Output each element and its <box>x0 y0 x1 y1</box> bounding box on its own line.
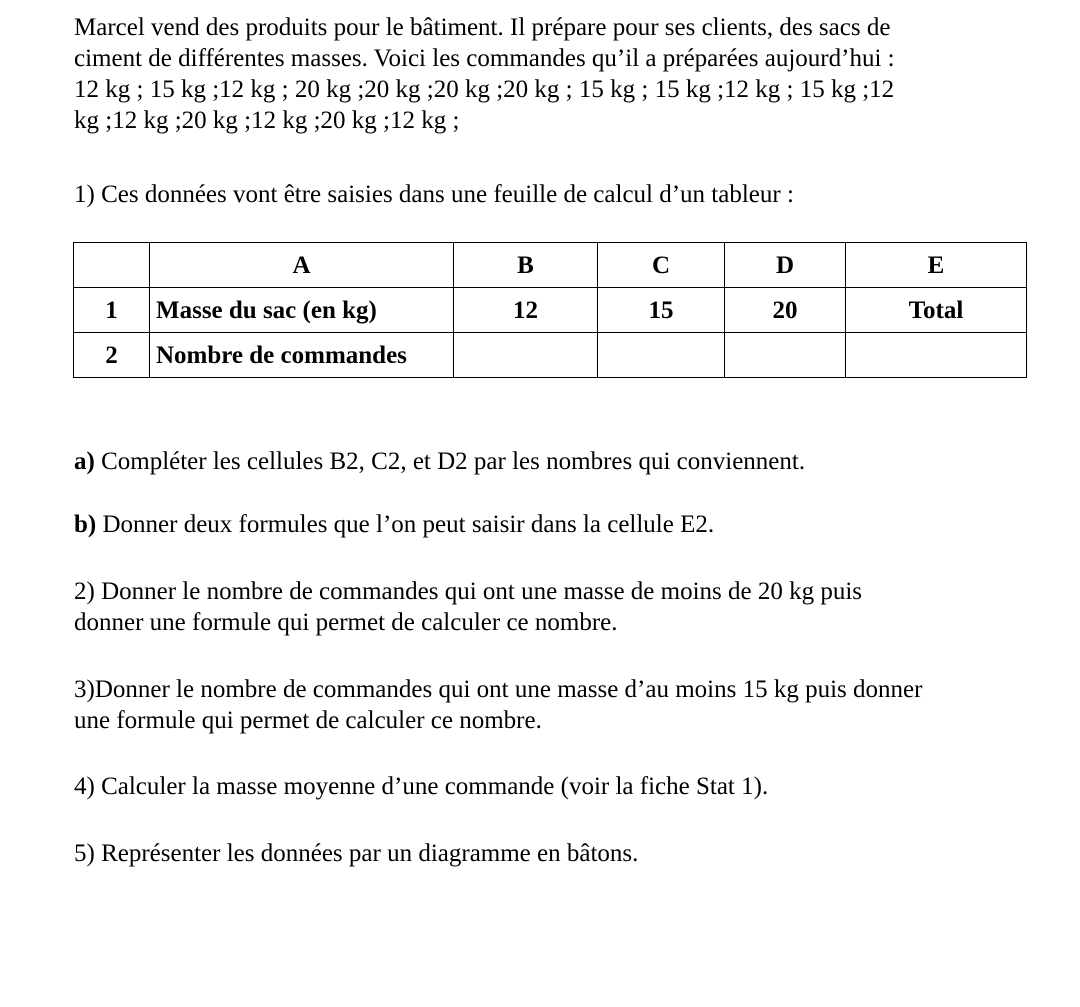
question-3-line-1: 3)Donner le nombre de commandes qui ont une masse d’au moins 15 kg puis donner <box>74 676 923 703</box>
cell-e2 <box>846 333 1027 378</box>
intro-line-4: kg ;12 kg ;20 kg ;12 kg ;20 kg ;12 kg ; <box>74 107 460 134</box>
question-2-line-1: 2) Donner le nombre de commandes qui ont une masse de moins de 20 kg puis <box>74 578 863 605</box>
corner-cell <box>74 243 150 288</box>
question-1b-label: b) <box>74 511 97 538</box>
cell-c2 <box>598 333 725 378</box>
column-header-a: A <box>150 243 454 288</box>
question-3-line-2: une formule qui permet de calculer ce nombre. <box>74 707 542 734</box>
question-1a-label: a) <box>74 448 95 475</box>
question-2-line-2: donner une formule qui permet de calculer ce nombre. <box>74 609 618 636</box>
column-header-e: E <box>846 243 1027 288</box>
intro-line-1: Marcel vend des produits pour le bâtiment. Il prépare pour ses clients, des sacs de <box>74 14 891 41</box>
question-1a <box>74 446 805 477</box>
cell-a2: Nombre de commandes <box>150 333 454 378</box>
question-1b <box>74 509 714 540</box>
cell-c1: 15 <box>598 288 725 333</box>
cell-b2 <box>454 333 598 378</box>
worksheet-page <box>74 12 1064 867</box>
question-1b-text: Donner deux formules que l’on peut saisir dans la cellule E2. <box>96 511 715 538</box>
question-3 <box>74 674 922 736</box>
column-header-b: B <box>454 243 598 288</box>
column-header-d: D <box>725 243 846 288</box>
column-header-row <box>74 243 1027 288</box>
problem-statement <box>74 12 1064 136</box>
cell-b1: 12 <box>454 288 598 333</box>
spreadsheet-table <box>73 242 1027 378</box>
cell-d2 <box>725 333 846 378</box>
cell-d1: 20 <box>725 288 846 333</box>
table-row <box>74 333 1027 378</box>
cell-a1: Masse du sac (en kg) <box>150 288 454 333</box>
question-1a-text: Compléter les cellules B2, C2, et D2 par les nombres qui conviennent. <box>94 448 806 475</box>
question-2 <box>74 576 862 638</box>
column-header-c: C <box>598 243 725 288</box>
table-row <box>74 288 1027 333</box>
question-4: 4) Calculer la masse moyenne d’une commande (voir la fiche Stat 1). <box>74 773 769 800</box>
cell-e1: Total <box>846 288 1027 333</box>
intro-line-3: 12 kg ; 15 kg ;12 kg ; 20 kg ;20 kg ;20 kg ;20 kg ; 15 kg ; 15 kg ;12 kg ; 15 kg ;12 <box>74 76 895 103</box>
intro-line-2: ciment de différentes masses. Voici les commandes qu’il a préparées aujourd’hui : <box>74 45 895 72</box>
question-5: 5) Représenter les données par un diagramme en bâtons. <box>74 840 639 867</box>
row-number-1: 1 <box>74 288 150 333</box>
row-number-2: 2 <box>74 333 150 378</box>
question-1: 1) Ces données vont être saisies dans une feuille de calcul d’un tableur : <box>74 181 794 208</box>
